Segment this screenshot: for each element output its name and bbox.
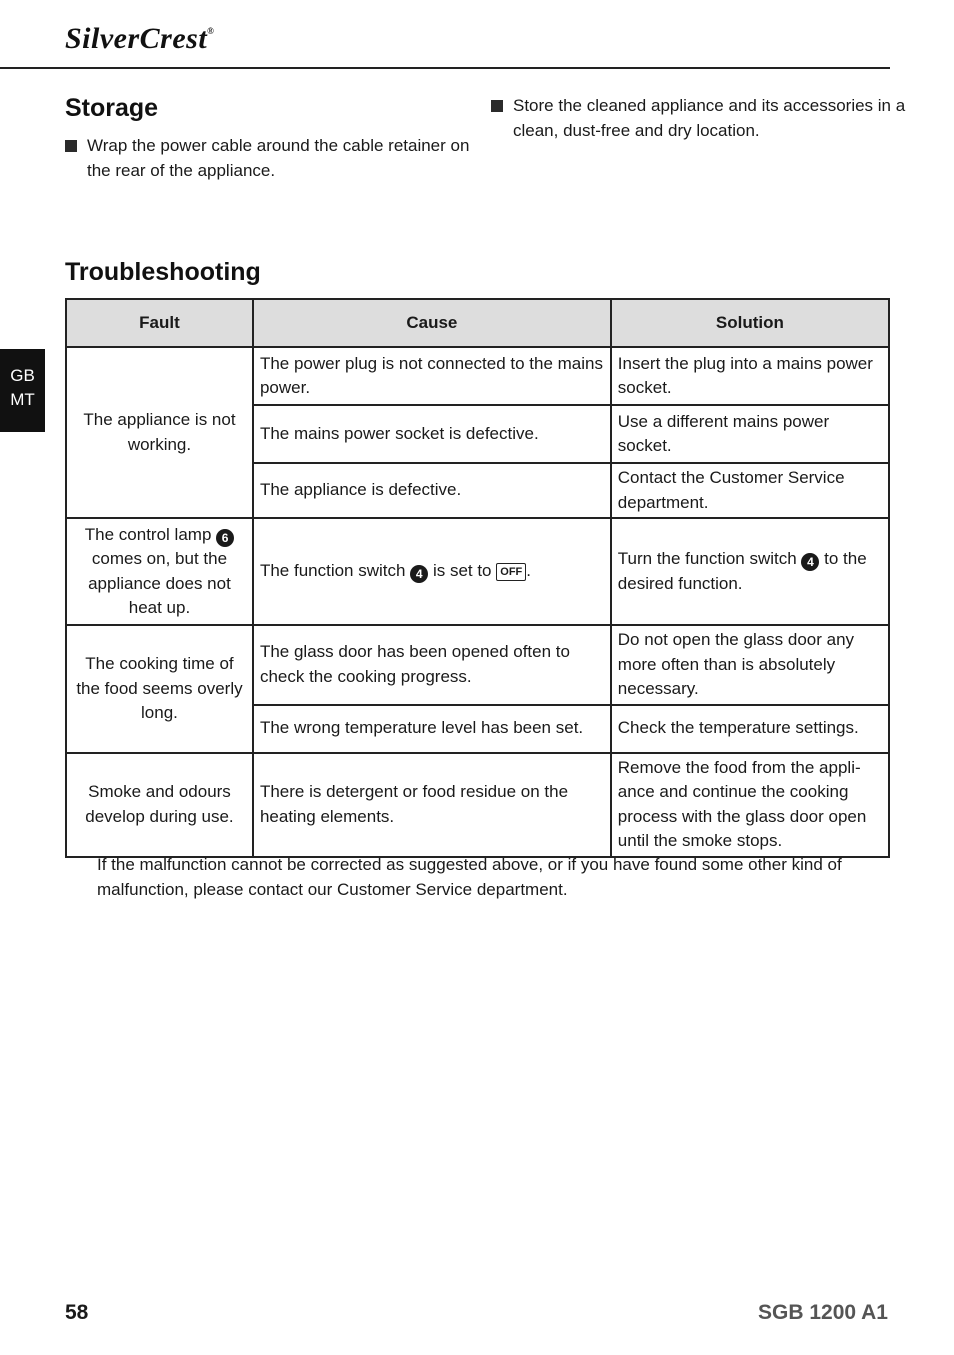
storage-bullet-2	[491, 93, 913, 143]
solution-text: to the desired function.	[617, 549, 867, 593]
header-solution: Solution	[611, 299, 889, 347]
troubleshooting-note: If the malfunction cannot be corrected as suggested above, or if you have found some other kind of malfunction, please contact our Customer Service department.	[97, 855, 842, 899]
model-number: SGB 1200 A1	[758, 1301, 888, 1324]
cause-text: is set to	[432, 561, 492, 581]
solution-cell: Insert the plug into a mains power socket.	[611, 347, 889, 405]
language-gb: GB	[10, 366, 35, 385]
off-symbol-icon: OFF	[496, 563, 526, 581]
brand-logo	[65, 22, 214, 56]
cause-cell: There is detergent or food residue on the heating elements.	[253, 753, 611, 857]
control-lamp-number-icon: 6	[216, 529, 234, 547]
cause-cell: The wrong temperature level has been set.	[253, 705, 611, 753]
cause-cell: The glass door has been opened often to check the cooking progress.	[253, 625, 611, 705]
table-row	[66, 625, 889, 705]
table-row	[66, 753, 889, 857]
fault-cell: The cooking time of the food seems overly long.	[66, 625, 253, 753]
header-fault: Fault	[66, 299, 253, 347]
page-number: 58	[65, 1301, 89, 1324]
solution-cell: Do not open the glass door any more often than is absolutely necessary.	[611, 625, 889, 705]
language-tab	[0, 349, 45, 432]
brand-name: SilverCrest	[65, 22, 208, 55]
fault-text: The appliance is not working.	[83, 410, 236, 454]
solution-cell: Contact the Customer Service department.	[611, 463, 889, 518]
troubleshooting-table	[65, 298, 890, 858]
function-switch-number-icon: 4	[801, 553, 819, 571]
header-cause: Cause	[253, 299, 611, 347]
solution-cell	[611, 518, 889, 625]
fault-cell	[66, 518, 253, 625]
table-row	[66, 347, 889, 405]
bullet-square-icon	[491, 100, 503, 112]
fault-text: The control lamp	[84, 524, 212, 544]
table-row	[66, 518, 889, 625]
cause-text: .	[526, 561, 531, 581]
language-mt: MT	[10, 390, 35, 409]
table-header-row	[66, 299, 889, 347]
fault-text: comes on, but the appliance does not heat up.	[88, 549, 231, 617]
fault-cell	[66, 753, 253, 857]
storage-bullet-1	[65, 133, 487, 183]
cause-cell: The mains power socket is defective.	[253, 405, 611, 463]
header-rule	[0, 67, 890, 69]
cause-text: The function switch	[259, 561, 406, 581]
cause-cell: The appliance is defective.	[253, 463, 611, 518]
solution-cell: Check the temperature settings.	[611, 705, 889, 753]
fault-cell	[66, 347, 253, 518]
solution-cell: Remove the food from the appli-ance and continue the cooking process with the glass door open until the smoke stops.	[611, 753, 889, 857]
fault-text: Smoke and odours develop during use.	[85, 782, 234, 826]
registered-mark: ®	[207, 26, 215, 36]
solution-cell: Use a different mains power socket.	[611, 405, 889, 463]
bullet-text: Store the cleaned appliance and its accessories in a clean, dust-free and dry location.	[513, 96, 906, 140]
cause-cell	[253, 518, 611, 625]
bullet-text: Wrap the power cable around the cable retainer on the rear of the appliance.	[87, 136, 470, 180]
solution-text: Turn the function switch	[617, 549, 797, 568]
bullet-square-icon	[65, 140, 77, 152]
troubleshooting-heading: Troubleshooting	[65, 258, 261, 286]
storage-heading: Storage	[65, 94, 159, 122]
function-switch-number-icon: 4	[410, 565, 428, 583]
cause-cell: The power plug is not connected to the mains power.	[253, 347, 611, 405]
